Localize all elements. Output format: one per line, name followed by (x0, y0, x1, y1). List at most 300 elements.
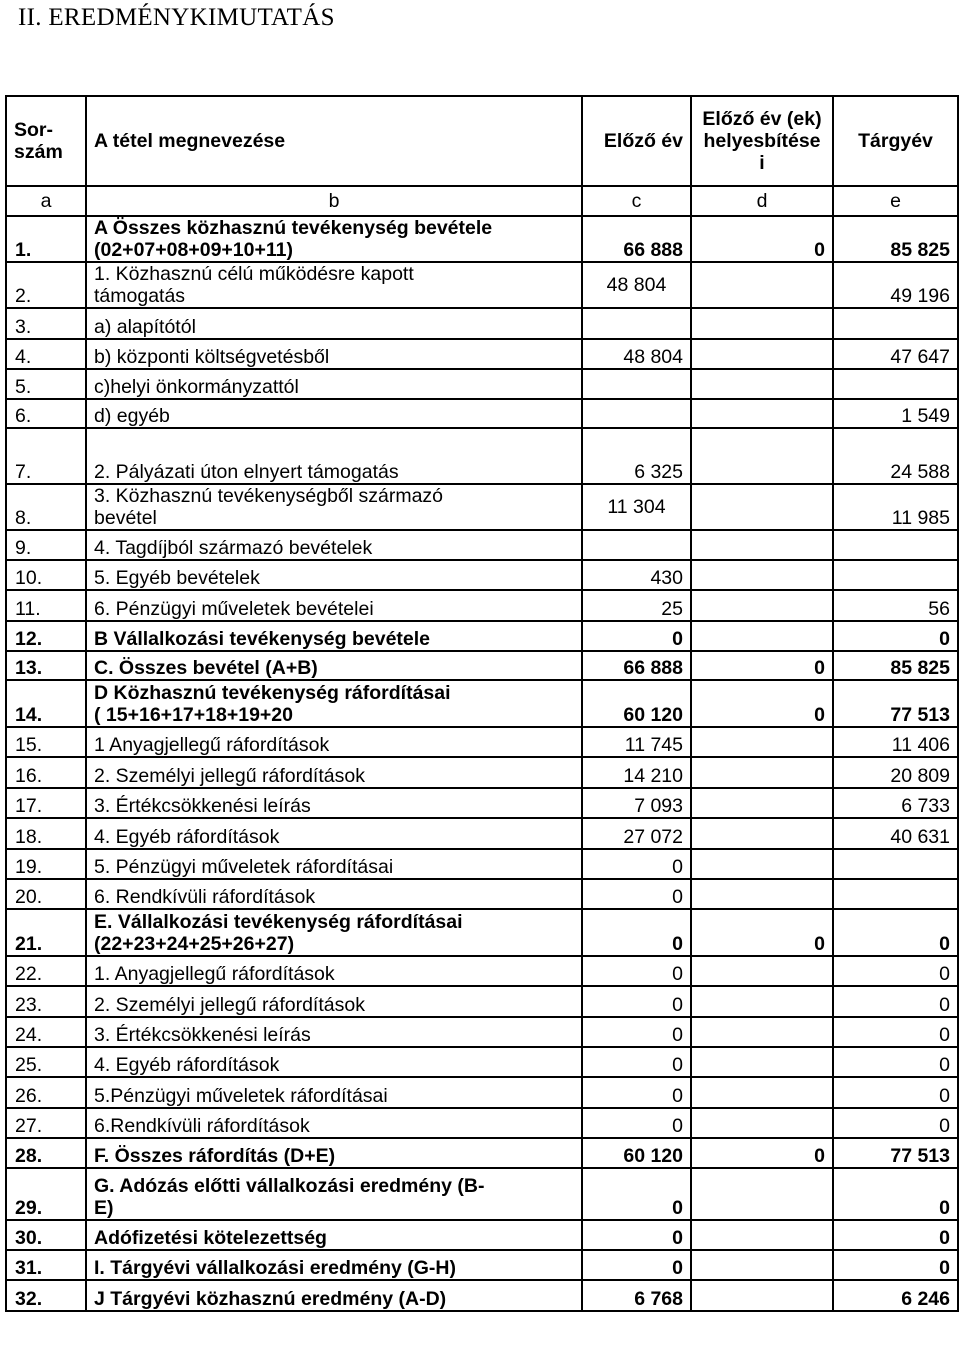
correction-value (691, 849, 833, 879)
item-name-text: C. Összes bevétel (A+B) (94, 657, 318, 679)
current-year-value-text: 0 (939, 933, 950, 955)
table-row (6, 621, 958, 651)
item-name (86, 1017, 582, 1047)
row-number (6, 1280, 86, 1311)
row-number (6, 339, 86, 369)
table-row (6, 1017, 958, 1047)
row-number-text: 23. (15, 994, 43, 1016)
previous-year-value-text: 0 (672, 886, 683, 908)
previous-year-value-text: 6 768 (634, 1288, 683, 1310)
row-number (6, 308, 86, 339)
previous-year-value (582, 308, 691, 339)
previous-year-value-text: 11 304 (607, 496, 666, 518)
correction-value-text: 0 (814, 933, 825, 955)
row-number (6, 484, 86, 530)
current-year-value (833, 621, 958, 651)
item-name-text: 1 Anyagjellegű ráfordítások (94, 734, 330, 756)
current-year-value-text: 6 246 (901, 1288, 950, 1310)
row-number-text: 30. (15, 1227, 43, 1249)
current-year-value (833, 849, 958, 879)
item-name (86, 757, 582, 788)
current-year-value (833, 1017, 958, 1047)
item-name-text: J Tárgyévi közhasznú eredmény (A-D) (94, 1288, 447, 1310)
previous-year-value (582, 1280, 691, 1311)
current-year-value (833, 1077, 958, 1108)
item-name (86, 428, 582, 484)
current-year-value-text: 77 513 (890, 704, 950, 726)
row-number-text: 22. (15, 963, 43, 985)
current-year-value (833, 1108, 958, 1138)
previous-year-value (582, 560, 691, 590)
row-number (6, 909, 86, 956)
previous-year-value-text: 48 804 (606, 274, 667, 296)
table-row (6, 1280, 958, 1311)
correction-value (691, 560, 833, 590)
row-number-text: 10. (15, 567, 43, 589)
item-name-text: 3. Értékcsökkenési leírás (94, 795, 311, 817)
correction-value (691, 818, 833, 849)
row-number (6, 1047, 86, 1077)
item-name (86, 216, 582, 262)
row-number-text: 18. (15, 826, 43, 848)
table-row (6, 757, 958, 788)
correction-value (691, 530, 833, 560)
previous-year-value-text: 11 745 (624, 734, 683, 756)
previous-year-value (582, 216, 691, 262)
item-name (86, 1250, 582, 1280)
item-name (86, 1047, 582, 1077)
item-name (86, 1077, 582, 1108)
previous-year-value (582, 530, 691, 560)
row-number (6, 216, 86, 262)
table-row (6, 1220, 958, 1250)
table-row (6, 308, 958, 339)
item-name (86, 1220, 582, 1250)
previous-year-value (582, 590, 691, 621)
current-year-value (833, 909, 958, 956)
item-name-text: 1. Anyagjellegű ráfordítások (94, 963, 335, 985)
current-year-value (833, 680, 958, 727)
item-name (86, 986, 582, 1017)
correction-value (691, 399, 833, 428)
row-number (6, 788, 86, 818)
row-number (6, 680, 86, 727)
header-item-name: A tétel megnevezése (86, 96, 582, 186)
header-previous-year-corrections: Előző év (ek) helyesbítése i (691, 96, 833, 186)
current-year-value (833, 339, 958, 369)
table-row (6, 680, 958, 727)
row-number-text: 11. (15, 598, 41, 620)
correction-value (691, 590, 833, 621)
row-number (6, 369, 86, 399)
row-number-text: 21. (15, 933, 43, 955)
previous-year-value (582, 1047, 691, 1077)
table-row (6, 818, 958, 849)
previous-year-value (582, 1077, 691, 1108)
item-name-text: a) alapítótól (94, 316, 196, 338)
current-year-value (833, 1250, 958, 1280)
previous-year-value-text: 6 325 (634, 461, 683, 483)
item-name-text: 2. Személyi jellegű ráfordítások (94, 994, 365, 1016)
item-name-text: 6. Pénzügyi műveletek bevételei (94, 598, 374, 620)
income-statement-table (5, 95, 959, 1312)
current-year-value (833, 1168, 958, 1220)
row-number (6, 1168, 86, 1220)
table-row (6, 369, 958, 399)
item-name-text: E. Vállalkozási tevékenység ráfordításai (22+23+24+25+26+27) (94, 911, 463, 955)
previous-year-value (582, 1168, 691, 1220)
current-year-value-text: 0 (939, 1257, 950, 1279)
correction-value (691, 1220, 833, 1250)
row-number-text: 3. (15, 316, 32, 338)
table-row (6, 560, 958, 590)
current-year-value (833, 879, 958, 909)
correction-value-text: 0 (814, 704, 825, 726)
row-number-text: 31. (15, 1257, 43, 1279)
current-year-value-text: 0 (939, 1024, 950, 1046)
current-year-value-text: 49 196 (890, 285, 950, 307)
column-letter-row (6, 186, 958, 216)
previous-year-value (582, 1250, 691, 1280)
row-number (6, 428, 86, 484)
column-letter-b: b (86, 186, 582, 216)
row-number-text: 19. (15, 856, 43, 878)
row-number (6, 1250, 86, 1280)
row-number-text: 29. (15, 1197, 43, 1219)
table-row (6, 956, 958, 986)
previous-year-value-text: 0 (672, 1115, 683, 1137)
item-name (86, 651, 582, 680)
previous-year-value (582, 757, 691, 788)
item-name (86, 818, 582, 849)
current-year-value-text: 6 733 (901, 795, 950, 817)
row-number (6, 849, 86, 879)
item-name (86, 956, 582, 986)
item-name-text: B Vállalkozási tevékenység bevétele (94, 628, 431, 650)
current-year-value-text: 85 825 (890, 657, 950, 679)
item-name-text: G. Adózás előtti vállalkozási eredmény (B- E) (94, 1175, 485, 1219)
table-row (6, 1250, 958, 1280)
previous-year-value (582, 788, 691, 818)
item-name-text: 3. Közhasznú tevékenységből származó bevétel (94, 485, 444, 529)
correction-value (691, 1250, 833, 1280)
item-name (86, 727, 582, 757)
previous-year-value-text: 0 (672, 1024, 683, 1046)
row-number-text: 8. (15, 507, 32, 529)
correction-value (691, 262, 833, 308)
item-name-text: 5. Pénzügyi műveletek ráfordításai (94, 856, 394, 878)
correction-value (691, 909, 833, 956)
item-name-text: c)helyi önkormányzattól (94, 376, 299, 398)
current-year-value-text: 56 (928, 598, 950, 620)
row-number-text: 4. (15, 346, 32, 368)
item-name-text: 5.Pénzügyi műveletek ráfordításai (94, 1085, 388, 1107)
previous-year-value-text: 60 120 (623, 1145, 683, 1167)
item-name-text: d) egyéb (94, 405, 170, 427)
previous-year-value (582, 369, 691, 399)
current-year-value (833, 369, 958, 399)
correction-value (691, 1108, 833, 1138)
row-number (6, 818, 86, 849)
row-number-text: 15. (15, 734, 43, 756)
current-year-value (833, 651, 958, 680)
item-name-text: 6. Rendkívüli ráfordítások (94, 886, 316, 908)
previous-year-value-text: 14 210 (623, 765, 683, 787)
item-name (86, 590, 582, 621)
item-name-text: 4. Tagdíjból származó bevételek (94, 537, 373, 559)
row-number-text: 13. (15, 657, 43, 679)
item-name (86, 339, 582, 369)
item-name-text: A Összes közhasznú tevékenység bevétele (02+07+08+09+10+11) (94, 217, 493, 261)
current-year-value-text: 0 (939, 1197, 950, 1219)
previous-year-value (582, 727, 691, 757)
current-year-value (833, 956, 958, 986)
row-number-text: 20. (15, 886, 43, 908)
table-row (6, 1168, 958, 1220)
previous-year-value-text: 0 (672, 628, 683, 650)
correction-value (691, 621, 833, 651)
current-year-value (833, 727, 958, 757)
item-name (86, 308, 582, 339)
correction-value (691, 1168, 833, 1220)
row-number (6, 757, 86, 788)
table-row (6, 1047, 958, 1077)
previous-year-value (582, 1138, 691, 1168)
correction-value (691, 651, 833, 680)
current-year-value (833, 1280, 958, 1311)
current-year-value-text: 0 (939, 1085, 950, 1107)
current-year-value (833, 399, 958, 428)
previous-year-value (582, 428, 691, 484)
current-year-value (833, 1047, 958, 1077)
header-current-year: Tárgyév (833, 96, 958, 186)
table-row (6, 1138, 958, 1168)
previous-year-value (582, 1017, 691, 1047)
previous-year-value (582, 818, 691, 849)
item-name (86, 560, 582, 590)
row-number (6, 651, 86, 680)
current-year-value (833, 484, 958, 530)
row-number (6, 560, 86, 590)
current-year-value (833, 560, 958, 590)
page-title: II. EREDMÉNYKIMUTATÁS (18, 4, 335, 31)
item-name-text: D Közhasznú tevékenység ráfordításai ( 15+16+17+18+19+20 (94, 682, 451, 726)
current-year-value (833, 530, 958, 560)
previous-year-value (582, 909, 691, 956)
row-number-text: 24. (15, 1024, 43, 1046)
table-row (6, 1077, 958, 1108)
previous-year-value-text: 0 (672, 1054, 683, 1076)
row-number (6, 1077, 86, 1108)
row-number-text: 9. (15, 537, 32, 559)
item-name (86, 1280, 582, 1311)
previous-year-value-text: 66 888 (623, 657, 683, 679)
previous-year-value-text: 0 (672, 856, 683, 878)
current-year-value (833, 1138, 958, 1168)
previous-year-value (582, 1220, 691, 1250)
table-row (6, 428, 958, 484)
previous-year-value-text: 66 888 (623, 239, 683, 261)
previous-year-value (582, 986, 691, 1017)
current-year-value (833, 590, 958, 621)
previous-year-value-text: 0 (672, 933, 683, 955)
row-number-text: 32. (15, 1288, 43, 1310)
item-name (86, 909, 582, 956)
item-name (86, 1108, 582, 1138)
current-year-value-text: 77 513 (890, 1145, 950, 1167)
row-number-text: 5. (15, 376, 32, 398)
current-year-value-text: 0 (939, 963, 950, 985)
table-row (6, 339, 958, 369)
table-row (6, 849, 958, 879)
table-row (6, 530, 958, 560)
correction-value (691, 369, 833, 399)
table-row (6, 1108, 958, 1138)
row-number (6, 1017, 86, 1047)
item-name (86, 369, 582, 399)
previous-year-value (582, 339, 691, 369)
correction-value (691, 308, 833, 339)
item-name-text: 5. Egyéb bevételek (94, 567, 260, 589)
correction-value (691, 216, 833, 262)
row-number-text: 14. (15, 704, 43, 726)
item-name (86, 680, 582, 727)
row-number (6, 1108, 86, 1138)
current-year-value-text: 85 825 (890, 239, 950, 261)
item-name (86, 262, 582, 308)
previous-year-value-text: 0 (672, 963, 683, 985)
table-body (6, 96, 958, 1311)
current-year-value-text: 0 (939, 1054, 950, 1076)
item-name-text: 1. Közhasznú célú működésre kapott támogatás (94, 263, 414, 307)
current-year-value-text: 1 549 (901, 405, 950, 427)
column-letter-d: d (691, 186, 833, 216)
current-year-value (833, 818, 958, 849)
previous-year-value-text: 430 (650, 567, 683, 589)
previous-year-value (582, 484, 691, 530)
correction-value (691, 757, 833, 788)
row-number-text: 27. (15, 1115, 43, 1137)
previous-year-value-text: 0 (672, 1227, 683, 1249)
current-year-value (833, 757, 958, 788)
column-letter-e: e (833, 186, 958, 216)
previous-year-value (582, 262, 691, 308)
item-name-text: 2. Pályázati úton elnyert támogatás (94, 461, 399, 483)
item-name (86, 788, 582, 818)
table-row (6, 399, 958, 428)
previous-year-value-text: 60 120 (623, 704, 683, 726)
current-year-value (833, 1220, 958, 1250)
previous-year-value-text: 0 (672, 1085, 683, 1107)
item-name (86, 1168, 582, 1220)
row-number (6, 727, 86, 757)
current-year-value (833, 986, 958, 1017)
current-year-value-text: 40 631 (890, 826, 950, 848)
correction-value (691, 788, 833, 818)
header-row (6, 96, 958, 186)
table-row (6, 590, 958, 621)
correction-value-text: 0 (814, 1145, 825, 1167)
item-name (86, 849, 582, 879)
previous-year-value-text: 0 (672, 1197, 683, 1219)
correction-value (691, 956, 833, 986)
table-row (6, 879, 958, 909)
correction-value (691, 339, 833, 369)
item-name-text: I. Tárgyévi vállalkozási eredmény (G-H) (94, 1257, 456, 1279)
previous-year-value-text: 0 (672, 1257, 683, 1279)
correction-value (691, 1138, 833, 1168)
table-row (6, 484, 958, 530)
correction-value (691, 428, 833, 484)
correction-value (691, 680, 833, 727)
item-name-text: 6.Rendkívüli ráfordítások (94, 1115, 310, 1137)
current-year-value-text: 0 (939, 994, 950, 1016)
item-name (86, 1138, 582, 1168)
item-name-text: F. Összes ráfordítás (D+E) (94, 1145, 336, 1167)
correction-value (691, 484, 833, 530)
table-row (6, 986, 958, 1017)
row-number (6, 1138, 86, 1168)
previous-year-value (582, 680, 691, 727)
item-name (86, 530, 582, 560)
row-number-text: 17. (15, 795, 43, 817)
previous-year-value (582, 956, 691, 986)
row-number-text: 26. (15, 1085, 43, 1107)
correction-value (691, 986, 833, 1017)
table-row (6, 216, 958, 262)
previous-year-value-text: 48 804 (623, 346, 683, 368)
row-number-text: 12. (15, 628, 43, 650)
current-year-value-text: 0 (939, 628, 950, 650)
current-year-value (833, 428, 958, 484)
column-letter-a: a (6, 186, 86, 216)
correction-value (691, 1280, 833, 1311)
row-number (6, 590, 86, 621)
previous-year-value (582, 651, 691, 680)
previous-year-value (582, 879, 691, 909)
row-number-text: 1. (15, 239, 32, 261)
current-year-value-text: 20 809 (890, 765, 950, 787)
current-year-value-text: 11 406 (891, 734, 950, 756)
table-row (6, 651, 958, 680)
column-letter-c: c (582, 186, 691, 216)
item-name-text: 4. Egyéb ráfordítások (94, 826, 280, 848)
row-number (6, 621, 86, 651)
item-name-text: 2. Személyi jellegű ráfordítások (94, 765, 365, 787)
correction-value-text: 0 (814, 657, 825, 679)
current-year-value-text: 0 (939, 1115, 950, 1137)
table-row (6, 909, 958, 956)
row-number-text: 7. (15, 461, 32, 483)
row-number-text: 6. (15, 405, 32, 427)
previous-year-value (582, 849, 691, 879)
row-number (6, 530, 86, 560)
row-number-text: 28. (15, 1145, 43, 1167)
header-previous-year: Előző év (582, 96, 691, 186)
previous-year-value (582, 399, 691, 428)
row-number-text: 25. (15, 1054, 43, 1076)
row-number-text: 2. (15, 285, 32, 307)
previous-year-value (582, 621, 691, 651)
current-year-value-text: 11 985 (891, 507, 950, 529)
previous-year-value (582, 1108, 691, 1138)
row-number (6, 986, 86, 1017)
item-name-text: 3. Értékcsökkenési leírás (94, 1024, 311, 1046)
table-row (6, 788, 958, 818)
current-year-value (833, 788, 958, 818)
item-name-text: b) központi költségvetésből (94, 346, 330, 368)
correction-value-text: 0 (814, 239, 825, 261)
